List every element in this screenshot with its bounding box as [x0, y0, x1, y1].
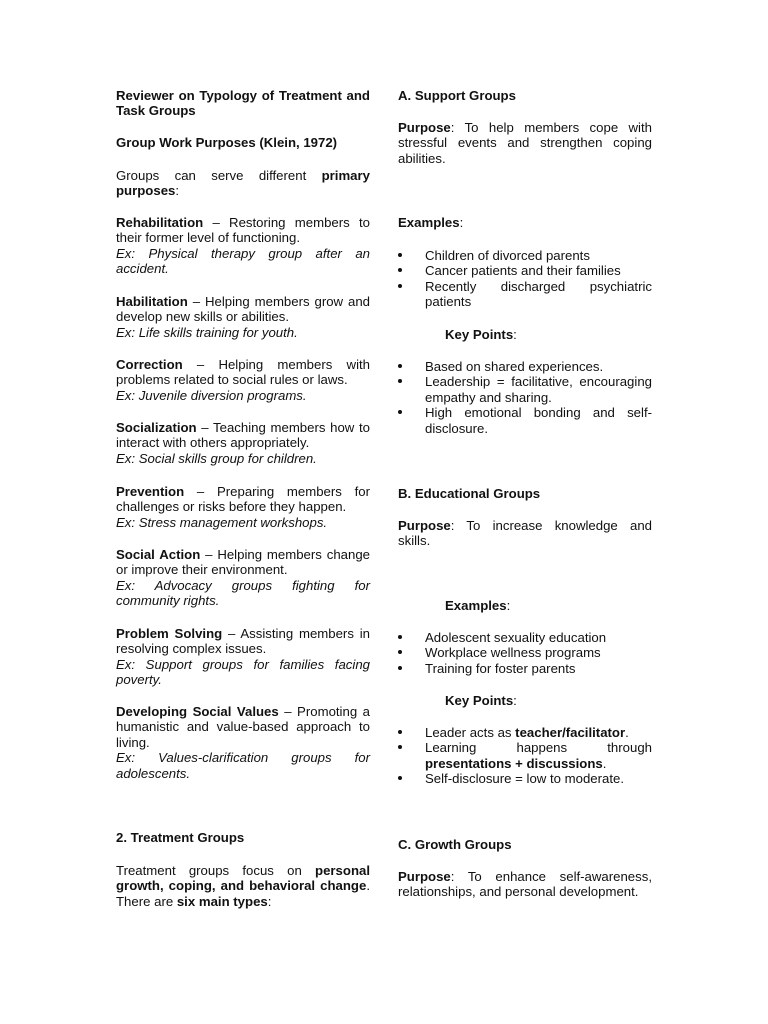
educational-groups-purpose: Purpose: To increase knowledge and skills.	[398, 518, 652, 549]
bullet-icon	[398, 666, 402, 670]
list-item: Leadership = facilitative, encouraging empathy and sharing.	[398, 374, 652, 405]
bullet-icon	[398, 379, 402, 383]
bullet-icon	[398, 410, 402, 414]
educational-groups-examples-label: Examples:	[445, 598, 511, 613]
support-groups-examples-label: Examples:	[398, 215, 464, 230]
growth-groups-heading: C. Growth Groups	[398, 837, 512, 852]
list-item: Workplace wellness programs	[398, 645, 652, 660]
growth-groups-purpose: Purpose: To enhance self-awareness, relationships, and personal development.	[398, 869, 652, 900]
purpose-socialization: Socialization – Teaching members how to interact with others appropriately. Ex: Social skills group for children.	[116, 420, 370, 466]
support-groups-keypoints-list	[398, 359, 652, 436]
list-item: Recently discharged psychiatric patients	[398, 279, 652, 310]
support-groups-examples-list	[398, 248, 652, 310]
list-item: Learning happens through presentations + discussions.	[398, 740, 652, 771]
purpose-social-action: Social Action – Helping members change or improve their environment. Ex: Advocacy groups fighting for community rights.	[116, 547, 370, 609]
bullet-icon	[398, 745, 402, 749]
bullet-icon	[398, 730, 402, 734]
treatment-groups-intro: Treatment groups focus on personal growth, coping, and behavioral change. There are six main types:	[116, 863, 370, 909]
purpose-habilitation: Habilitation – Helping members grow and develop new skills or abilities. Ex: Life skills training for youth.	[116, 294, 370, 340]
bullet-icon	[398, 284, 402, 288]
educational-groups-keypoints-label: Key Points:	[445, 693, 517, 708]
purpose-prevention: Prevention – Preparing members for challenges or risks before they happen. Ex: Stress management workshops.	[116, 484, 370, 530]
list-item: Leader acts as teacher/facilitator.	[398, 725, 652, 740]
list-item: Children of divorced parents	[398, 248, 652, 263]
purpose-problem-solving: Problem Solving – Assisting members in resolving complex issues. Ex: Support groups for families facing poverty.	[116, 626, 370, 688]
list-item: High emotional bonding and self-disclosure.	[398, 405, 652, 436]
purpose-correction: Correction – Helping members with problems related to social rules or laws. Ex: Juvenile diversion programs.	[116, 357, 370, 403]
intro-paragraph: Groups can serve different primary purposes:	[116, 168, 370, 199]
bullet-icon	[398, 650, 402, 654]
list-item: Cancer patients and their families	[398, 263, 652, 278]
list-item: Based on shared experiences.	[398, 359, 652, 374]
educational-groups-keypoints-list	[398, 725, 652, 787]
list-item: Training for foster parents	[398, 661, 652, 676]
purpose-rehabilitation: Rehabilitation – Restoring members to their former level of functioning. Ex: Physical therapy group after an accident.	[116, 215, 370, 277]
document-title: Reviewer on Typology of Treatment and Task Groups	[116, 88, 370, 119]
bullet-icon	[398, 635, 402, 639]
list-item: Self-disclosure = low to moderate.	[398, 771, 652, 786]
treatment-groups-heading: 2. Treatment Groups	[116, 830, 245, 845]
educational-groups-examples-list	[398, 630, 652, 676]
section-subtitle: Group Work Purposes (Klein, 1972)	[116, 135, 338, 150]
bullet-icon	[398, 776, 402, 780]
purpose-developing-social-values: Developing Social Values – Promoting a humanistic and value-based approach to living. Ex: Values-clarification groups for adolescents.	[116, 704, 370, 781]
bullet-icon	[398, 253, 402, 257]
educational-groups-heading: B. Educational Groups	[398, 486, 541, 501]
bullet-icon	[398, 268, 402, 272]
support-groups-keypoints-label: Key Points:	[445, 327, 517, 342]
bullet-icon	[398, 364, 402, 368]
support-groups-heading: A. Support Groups	[398, 88, 516, 103]
list-item: Adolescent sexuality education	[398, 630, 652, 645]
support-groups-purpose: Purpose: To help members cope with stressful events and strengthen coping abilities.	[398, 120, 652, 166]
